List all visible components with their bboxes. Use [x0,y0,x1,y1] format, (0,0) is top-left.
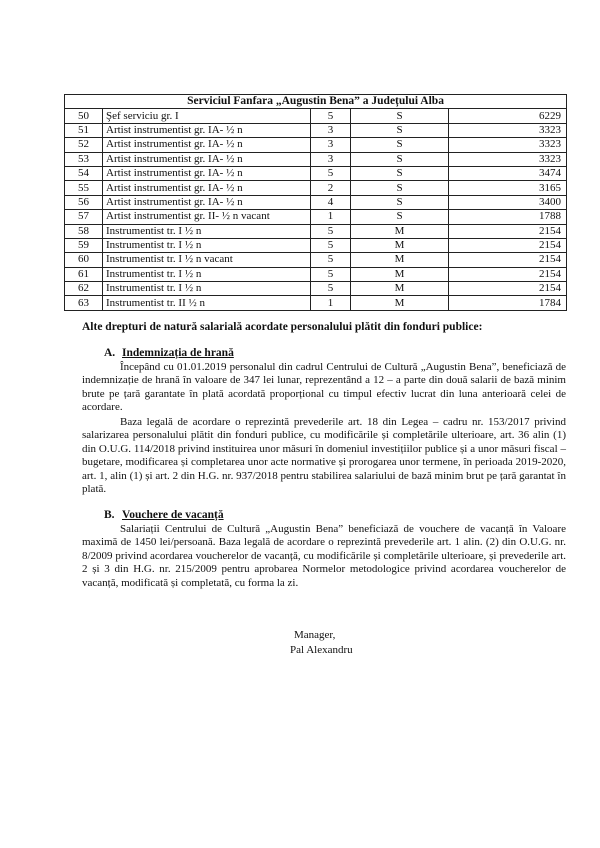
row-studies: M [351,224,449,238]
section-b-paragraph-1: Salariații Centrului de Cultură „Augustin Bena” beneficiază de vouchere de vacanță în Valoare maximă de 1450 lei/persoană. Baza legală de acordare o reprezintă prevederile art. 1 alin. (2) din O.U.G. nr. 8/2009 privind acordarea voucherelor de vacanță, cu modificările și completările ulterioare, și prevederile art. 2 și 3 din H.G. nr. 215/2009 pentru aprobarea Normelor metodologice privind acordarea voucherelor de vacanță, modificată și completată, cu forma la zi. [82,523,566,589]
row-studies: S [351,166,449,180]
table-row [65,210,567,224]
section-a-title [104,347,234,359]
row-function: Artist instrumentist gr. IA- ½ n [103,138,311,152]
row-studies: M [351,253,449,267]
row-studies: S [351,181,449,195]
table-header: Serviciul Fanfara „Augustin Bena” a Județului Alba [65,95,567,109]
row-function: Artist instrumentist gr. IA- ½ n [103,166,311,180]
row-function: Instrumentist tr. I ½ n [103,282,311,296]
row-studies: S [351,123,449,137]
row-salary: 2154 [449,238,567,252]
row-number: 62 [65,282,103,296]
row-salary: 2154 [449,253,567,267]
signature-role: Manager, [294,629,336,641]
section-a-name: Indemnizația de hrană [122,347,234,359]
table-row [65,282,567,296]
row-count: 5 [311,166,351,180]
row-number: 51 [65,123,103,137]
section-b-name: Vouchere de vacanță [122,509,224,521]
row-studies: M [351,282,449,296]
row-salary: 3323 [449,123,567,137]
table-row [65,253,567,267]
table-row [65,152,567,166]
row-salary: 3323 [449,152,567,166]
row-number: 57 [65,210,103,224]
row-number: 55 [65,181,103,195]
row-salary: 3474 [449,166,567,180]
row-salary: 1788 [449,210,567,224]
row-count: 3 [311,123,351,137]
row-salary: 3323 [449,138,567,152]
row-number: 58 [65,224,103,238]
row-count: 5 [311,267,351,281]
row-number: 53 [65,152,103,166]
row-count: 5 [311,253,351,267]
signature-block [290,628,353,658]
row-function: Şef serviciu gr. I [103,109,311,123]
row-number: 56 [65,195,103,209]
row-function: Artist instrumentist gr. IA- ½ n [103,123,311,137]
signature-name: Pal Alexandru [290,644,353,656]
salary-table [64,94,567,311]
row-function: Instrumentist tr. I ½ n [103,224,311,238]
row-count: 3 [311,152,351,166]
row-count: 4 [311,195,351,209]
row-number: 52 [65,138,103,152]
section-a-letter: A. [104,347,116,359]
row-number: 59 [65,238,103,252]
table-row [65,267,567,281]
row-studies: M [351,267,449,281]
table-row [65,224,567,238]
row-count: 1 [311,210,351,224]
row-salary: 1784 [449,296,567,310]
row-salary: 6229 [449,109,567,123]
table-row [65,181,567,195]
section-b-title [104,509,224,521]
row-salary: 2154 [449,282,567,296]
table-row [65,109,567,123]
row-number: 60 [65,253,103,267]
row-salary: 3400 [449,195,567,209]
other-rights-heading: Alte drepturi de natură salarială acordate personalului plătit din fonduri publice: [82,321,483,333]
row-number: 61 [65,267,103,281]
row-studies: S [351,152,449,166]
row-studies: S [351,210,449,224]
section-b-letter: B. [104,509,115,521]
table-row [65,195,567,209]
section-a-paragraph-1: Începând cu 01.01.2019 personalul din cadrul Centrului de Cultură „Augustin Bena”, beneficiază de indemnizație de hrană în valoare de 347 lei lunar, reprezentând a 12 – a parte din două salarii de bază minim brute pe țară garantate în plată acordată proporțional cu timpul efectiv lucrat din luna anterioară celei de acordare. [82,361,566,414]
row-studies: S [351,138,449,152]
table-row [65,238,567,252]
row-function: Artist instrumentist gr. IA- ½ n [103,181,311,195]
section-a-paragraph-2: Baza legală de acordare o reprezintă prevederile art. 18 din Legea – cadru nr. 153/2017 privind salarizarea personalului plătit din fonduri publice, cu modificările și completările ulterioare, art. 36 alin (1) din O.U.G. 114/2018 privind instituirea unor măsuri în domeniul investițiilor publice și a unor măsuri fiscal – bugetare, modificarea și completarea unor acte normative și prorogarea unor termene, în perioada 2019-2020, art. 1, alin (1) și art. 2 din H.G. nr. 937/2018 pentru stabilirea salariului de bază minim brut pe țară garantat în plată. [82,416,566,496]
row-function: Instrumentist tr. I ½ n [103,267,311,281]
table-header-row [65,95,567,109]
row-count: 5 [311,109,351,123]
row-function: Artist instrumentist gr. IA- ½ n [103,195,311,209]
row-function: Instrumentist tr. II ½ n [103,296,311,310]
row-studies: M [351,296,449,310]
row-studies: M [351,238,449,252]
row-function: Instrumentist tr. I ½ n vacant [103,253,311,267]
row-count: 5 [311,238,351,252]
row-studies: S [351,195,449,209]
row-count: 1 [311,296,351,310]
row-number: 63 [65,296,103,310]
row-salary: 2154 [449,224,567,238]
table-row [65,123,567,137]
table-row [65,166,567,180]
row-number: 54 [65,166,103,180]
row-count: 3 [311,138,351,152]
table-row [65,138,567,152]
row-number: 50 [65,109,103,123]
row-salary: 3165 [449,181,567,195]
row-count: 2 [311,181,351,195]
row-function: Artist instrumentist gr. IA- ½ n [103,152,311,166]
row-count: 5 [311,224,351,238]
row-count: 5 [311,282,351,296]
row-function: Instrumentist tr. I ½ n [103,238,311,252]
row-function: Artist instrumentist gr. II- ½ n vacant [103,210,311,224]
table-row [65,296,567,310]
row-salary: 2154 [449,267,567,281]
row-studies: S [351,109,449,123]
